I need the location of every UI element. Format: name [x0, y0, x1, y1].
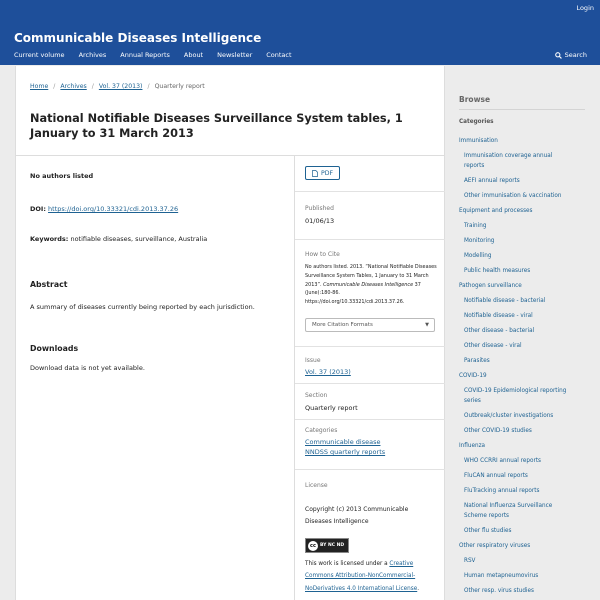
citation-formats-dropdown[interactable] [305, 318, 435, 332]
sidebar-item-pathogen[interactable]: Pathogen surveillance [459, 283, 522, 289]
citation-tail: 37 (June):180-86. https://doi.org/10.33321/cdi.2013.37.26. [305, 281, 421, 306]
creative-commons-icon: cc [308, 541, 318, 551]
issue-link[interactable]: Vol. 37 (2013) [305, 368, 351, 376]
category-communicable-disease[interactable]: Communicable disease [305, 438, 381, 446]
sidebar-item-flutracking[interactable]: FluTracking annual reports [464, 488, 540, 494]
published-label: Published [305, 205, 334, 212]
sidebar-item-other-immunisation[interactable]: Other immunisation & vaccination [464, 193, 562, 199]
license-note [305, 558, 439, 595]
breadcrumb-home[interactable]: Home [30, 83, 49, 90]
nav-contact[interactable]: Contact [266, 51, 292, 59]
sidebar-item-covid-epi[interactable] [464, 386, 584, 406]
category-nndss-quarterly[interactable]: NNDSS quarterly reports [305, 448, 386, 456]
sidebar-item-other-bacterial[interactable]: Other disease - bacterial [464, 328, 535, 334]
divider [16, 155, 445, 156]
cc-license-badge[interactable] [305, 538, 349, 553]
citation-journal: Communicable Diseases Intelligence [323, 281, 414, 288]
sidebar-item-label: Immunisation coverage annual reports [464, 153, 553, 169]
sidebar-item-other-resp[interactable]: Other resp. virus studies [464, 588, 534, 594]
sidebar-item-label: National Influenza Surveillance Scheme reports [464, 503, 553, 519]
column-divider [294, 156, 295, 600]
section-label: Section [305, 392, 328, 399]
nav-newsletter[interactable]: Newsletter [217, 51, 253, 59]
sidebar-item-metapneumovirus[interactable]: Human metapneumovirus [464, 573, 539, 579]
issue-label: Issue [305, 357, 321, 364]
published-date: 01/06/13 [305, 217, 335, 225]
license-note-prefix: This work is licensed under a [305, 561, 388, 567]
detail-separator [295, 383, 445, 384]
abstract-heading: Abstract [30, 280, 68, 289]
sidebar-item-aefi[interactable]: AEFI annual reports [464, 178, 520, 184]
nav-annual-reports[interactable]: Annual Reports [120, 51, 170, 59]
search-button[interactable] [555, 51, 587, 59]
sidebar-item-label: COVID-19 Epidemiological reporting series [464, 388, 567, 404]
sidebar-item-equipment[interactable]: Equipment and processes [459, 208, 533, 214]
sidebar-item-immunisation[interactable]: Immunisation [459, 138, 498, 144]
breadcrumb-separator: / [53, 83, 56, 90]
sidebar-item-notifiable-viral[interactable]: Notifiable disease - viral [464, 313, 533, 319]
search-label: Search [564, 51, 587, 59]
sidebar-item-other-viral[interactable]: Other disease - viral [464, 343, 522, 349]
sidebar-item-flucan[interactable]: FluCAN annual reports [464, 473, 528, 479]
article-title: National Notifiable Diseases Surveillance System tables, 1 January to 31 March 2013 [30, 112, 403, 140]
cite-label: How to Cite [305, 251, 340, 258]
search-icon [555, 52, 562, 59]
license-link[interactable]: Creative Commons Attribution-NonCommercial-NoDerivatives 4.0 International License [305, 561, 418, 592]
chevron-down-icon: ▼ [425, 322, 429, 328]
login-link[interactable]: Login [576, 4, 594, 12]
nav-archives[interactable]: Archives [78, 51, 107, 59]
sidebar-item-rsv[interactable]: RSV [464, 558, 476, 564]
abstract-text: A summary of diseases currently being reported by each jurisdiction. [30, 303, 255, 311]
article-panel [15, 66, 445, 600]
pdf-label: PDF [320, 169, 334, 177]
sidebar-item-training[interactable]: Training [464, 223, 487, 229]
main-nav [14, 51, 306, 59]
license-label: License [305, 482, 328, 489]
sidebar-item-monitoring[interactable]: Monitoring [464, 238, 495, 244]
sidebar-item-influenza[interactable]: Influenza [459, 443, 486, 449]
sidebar-item-public-health[interactable]: Public health measures [464, 268, 531, 274]
sidebar-item-nat-influenza[interactable] [464, 501, 576, 521]
detail-separator [295, 239, 445, 240]
nav-current-volume[interactable]: Current volume [14, 51, 65, 59]
sidebar-item-covid[interactable]: COVID-19 [459, 373, 487, 379]
downloads-heading: Downloads [30, 344, 79, 353]
sidebar-item-outbreak[interactable]: Outbreak/cluster investigations [464, 413, 554, 419]
doi-link[interactable]: https://doi.org/10.33321/cdi.2013.37.26 [48, 205, 179, 213]
downloads-text: Download data is not yet available. [30, 364, 145, 372]
sidebar-item-parasites[interactable]: Parasites [464, 358, 490, 364]
keywords-value: notifiable diseases, surveillance, Australia [70, 235, 208, 243]
cc-badge-text: BY NC ND [320, 543, 345, 548]
sidebar-item-notifiable-bacterial[interactable]: Notifiable disease - bacterial [464, 298, 546, 304]
site-title[interactable]: Communicable Diseases Intelligence [14, 31, 262, 45]
doi [30, 205, 178, 213]
sidebar [446, 66, 600, 600]
divider [459, 109, 585, 110]
breadcrumb-separator: / [147, 83, 150, 90]
detail-separator [295, 419, 445, 420]
nav-about[interactable]: About [183, 51, 204, 59]
section-value: Quarterly report [305, 404, 358, 412]
breadcrumb-separator: / [91, 83, 94, 90]
categories-heading: Categories [459, 119, 494, 125]
detail-separator [295, 469, 445, 470]
sidebar-item-other-flu[interactable]: Other flu studies [464, 528, 512, 534]
sidebar-item-immunisation-coverage[interactable] [464, 151, 574, 171]
citation-body: No authors listed. 2013. “National Notifiable Diseases Surveillance System Tables, 1 January to 31 March 2013”. [305, 264, 437, 288]
breadcrumb-volume[interactable]: Vol. 37 (2013) [98, 83, 143, 90]
keywords-label: Keywords: [30, 235, 69, 243]
breadcrumb-current: Quarterly report [154, 83, 205, 90]
sidebar-item-other-respiratory[interactable]: Other respiratory viruses [459, 543, 531, 549]
breadcrumb-archives[interactable]: Archives [60, 83, 87, 90]
detail-separator [295, 346, 445, 347]
citation-formats-label: More Citation Formats [312, 322, 373, 328]
sidebar-item-who-ccrri[interactable]: WHO CCRRI annual reports [464, 458, 542, 464]
categories-label: Categories [305, 427, 338, 434]
sidebar-item-modelling[interactable]: Modelling [464, 253, 492, 259]
copyright-text: Copyright (c) 2013 Communicable Diseases Intelligence [305, 506, 409, 525]
pdf-button[interactable] [305, 166, 340, 180]
site-header [0, 0, 600, 65]
breadcrumb [30, 83, 205, 90]
sidebar-item-other-covid[interactable]: Other COVID-19 studies [464, 428, 532, 434]
keywords [30, 235, 207, 243]
doi-label: DOI: [30, 205, 46, 213]
file-icon [312, 170, 318, 177]
license-note-suffix: . [417, 585, 420, 592]
authors: No authors listed [30, 172, 94, 180]
citation-text [305, 263, 439, 307]
browse-heading: Browse [459, 95, 491, 104]
detail-separator [295, 191, 445, 192]
